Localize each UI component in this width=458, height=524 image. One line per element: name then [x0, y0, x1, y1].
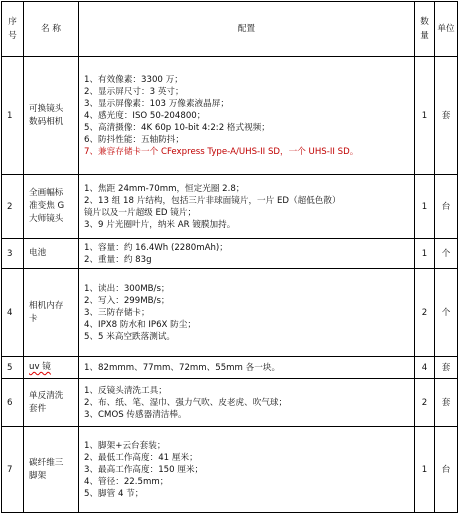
header-name: 名 称 [24, 2, 79, 57]
row-qty: 1 [415, 239, 435, 269]
row-seq: 5 [2, 357, 24, 379]
row-seq: 6 [2, 379, 24, 427]
equipment-config-table [1, 1, 458, 513]
row-config: 1、容量：约 16.4Wh (2280mAh)； 2、重量：约 83g [79, 239, 415, 269]
row-name: 全画幅标 准变焦 G 大师镜头 [24, 175, 79, 239]
row-qty: 4 [415, 357, 435, 379]
row-qty: 1 [415, 427, 435, 513]
table-row [2, 357, 458, 379]
header-seq: 序 号 [2, 2, 24, 57]
table-row [2, 175, 458, 239]
row-config: 1、读出：300MB/s； 2、写入：299MB/s； 3、三防存储卡； 4、IPX8 防水和 IP6X 防尘； 5、5 米高空跌落测试。 [79, 269, 415, 357]
header-unit: 单位 [435, 2, 458, 57]
row-name: 相机内存 卡 [24, 269, 79, 357]
row-name: 单反清洗 套件 [24, 379, 79, 427]
row-config: 1、反镜头清洗工具； 2、布、纸、笔、湿巾、强力气吹、皮老虎、吹气球； 3、CMOS 传感器清洁棒。 [79, 379, 415, 427]
row-seq: 7 [2, 427, 24, 513]
row-unit: 台 [435, 427, 458, 513]
table-row [2, 379, 458, 427]
header-config: 配置 [79, 2, 415, 57]
table-row [2, 57, 458, 175]
header-qty: 数 量 [415, 2, 435, 57]
table-row [2, 427, 458, 513]
row-seq: 2 [2, 175, 24, 239]
row-qty: 1 [415, 175, 435, 239]
row-config: 1、焦距 24mm-70mm，恒定光圈 2.8； 2、13 组 18 片结构，包括三片非球面镜片，一片 ED（超低色散） 镜片以及一片超级 ED 镜片； 3、9 片光圈叶片，纳米 AR 镀膜加持。 [79, 175, 415, 239]
row-unit: 台 [435, 175, 458, 239]
row-qty: 1 [415, 57, 435, 175]
row-config: 1、82mmm、77mm、72mm、55mm 各一块。 [79, 357, 415, 379]
row-unit: 套 [435, 357, 458, 379]
row-seq: 1 [2, 57, 24, 175]
header-row [2, 2, 458, 57]
row-config: 1、有效像素：3300 万； 2、显示屏尺寸：3 英寸； 3、显示屏像素：103 万像素液晶屏； 4、感光度：ISO 50-204800； 5、高清摄像：4K 60p 10-bit 4:2:2 格式视频； 6、防抖性能：五轴防抖； 7、兼容存储卡一个 CFexpress Type-A/UHS-II SD，一个 UHS-II SD。 [79, 57, 415, 175]
row-name: 碳纤维三 脚架 [24, 427, 79, 513]
row-seq: 4 [2, 269, 24, 357]
row-qty: 2 [415, 379, 435, 427]
row-unit: 个 [435, 239, 458, 269]
row-seq: 3 [2, 239, 24, 269]
row-config: 1、脚架+云台套装； 2、最低工作高度：41 厘米； 3、最高工作高度：150 厘米； 4、管径：22.5mm； 5、脚管 4 节； [79, 427, 415, 513]
row-qty: 2 [415, 269, 435, 357]
row-name: uv 镜 [24, 357, 79, 379]
row-unit: 个 [435, 269, 458, 357]
row-name: 电池 [24, 239, 79, 269]
table-row [2, 269, 458, 357]
row-unit: 套 [435, 57, 458, 175]
table-row [2, 239, 458, 269]
row-name: 可换镜头 数码相机 [24, 57, 79, 175]
row-unit: 套 [435, 379, 458, 427]
